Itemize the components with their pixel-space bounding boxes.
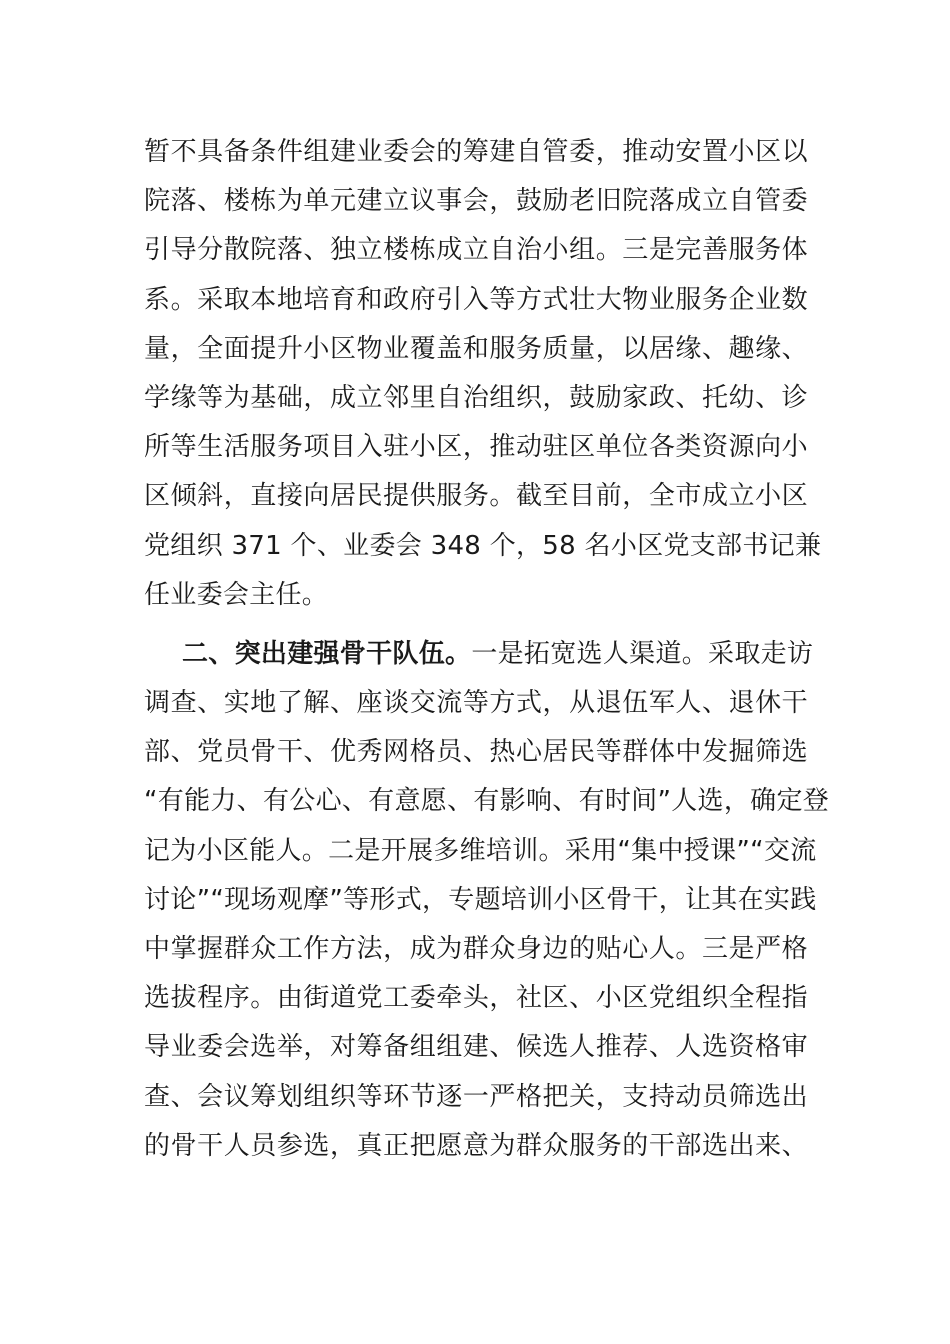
text-line: 暂不具备条件组建业委会的筹建自管委，推动安置小区以 bbox=[144, 137, 808, 167]
text-line: 党组织 371 个、业委会 348 个，58 名小区党支部书记兼 bbox=[144, 530, 822, 561]
text-line: 量，全面提升小区物业覆盖和服务质量，以居缘、趣缘、 bbox=[144, 333, 808, 364]
document-body bbox=[144, 128, 830, 1171]
text-line: 所等生活服务项目入驻小区，推动驻区单位各类资源向小 bbox=[144, 432, 808, 463]
text-line: 查、会议筹划组织等环节逐一严格把关，支持动员筛选出 bbox=[144, 1081, 808, 1112]
text-line: 讨论”“现场观摩”等形式，专题培训小区骨干，让其在实践 bbox=[144, 884, 817, 915]
paragraph-1 bbox=[144, 128, 822, 620]
section-heading: 二、突出建强骨干队伍。 bbox=[182, 638, 472, 669]
paragraph-spacer bbox=[144, 620, 808, 630]
text-line: 调查、实地了解、座谈交流等方式，从退伍军人、退休干 bbox=[144, 688, 808, 719]
text-line bbox=[144, 630, 814, 679]
text-line: 学缘等为基础，成立邻里自治组织，鼓励家政、托幼、诊 bbox=[144, 382, 808, 413]
text-line: 选拔程序。由街道党工委牵头，社区、小区党组织全程指 bbox=[144, 983, 808, 1014]
text-line: 区倾斜，直接向居民提供服务。截至目前，全市成立小区 bbox=[144, 481, 808, 512]
text-line: 任业委会主任。 bbox=[144, 579, 329, 610]
text-line: 部、党员骨干、优秀网格员、热心居民等群体中发掘筛选 bbox=[144, 737, 808, 768]
text-line: “有能力、有公心、有意愿、有影响、有时间”人选，确定登 bbox=[144, 786, 830, 817]
heading-continuation: 一是拓宽选人渠道。采取走访 bbox=[471, 638, 814, 669]
text-line: 记为小区能人。二是开展多维培训。采用“集中授课”“交流 bbox=[144, 835, 817, 866]
text-line: 导业委会选举，对筹备组组建、候选人推荐、人选资格审 bbox=[144, 1032, 808, 1063]
paragraph-2 bbox=[144, 630, 830, 1171]
text-line: 系。采取本地培育和政府引入等方式壮大物业服务企业数 bbox=[144, 284, 808, 315]
text-line: 的骨干人员参选，真正把愿意为群众服务的干部选出来、 bbox=[144, 1130, 808, 1161]
text-line: 院落、楼栋为单元建立议事会，鼓励老旧院落成立自管委 bbox=[144, 186, 808, 217]
text-line: 引导分散院落、独立楼栋成立自治小组。三是完善服务体 bbox=[144, 235, 808, 266]
text-line: 中掌握群众工作方法，成为群众身边的贴心人。三是严格 bbox=[144, 934, 808, 964]
